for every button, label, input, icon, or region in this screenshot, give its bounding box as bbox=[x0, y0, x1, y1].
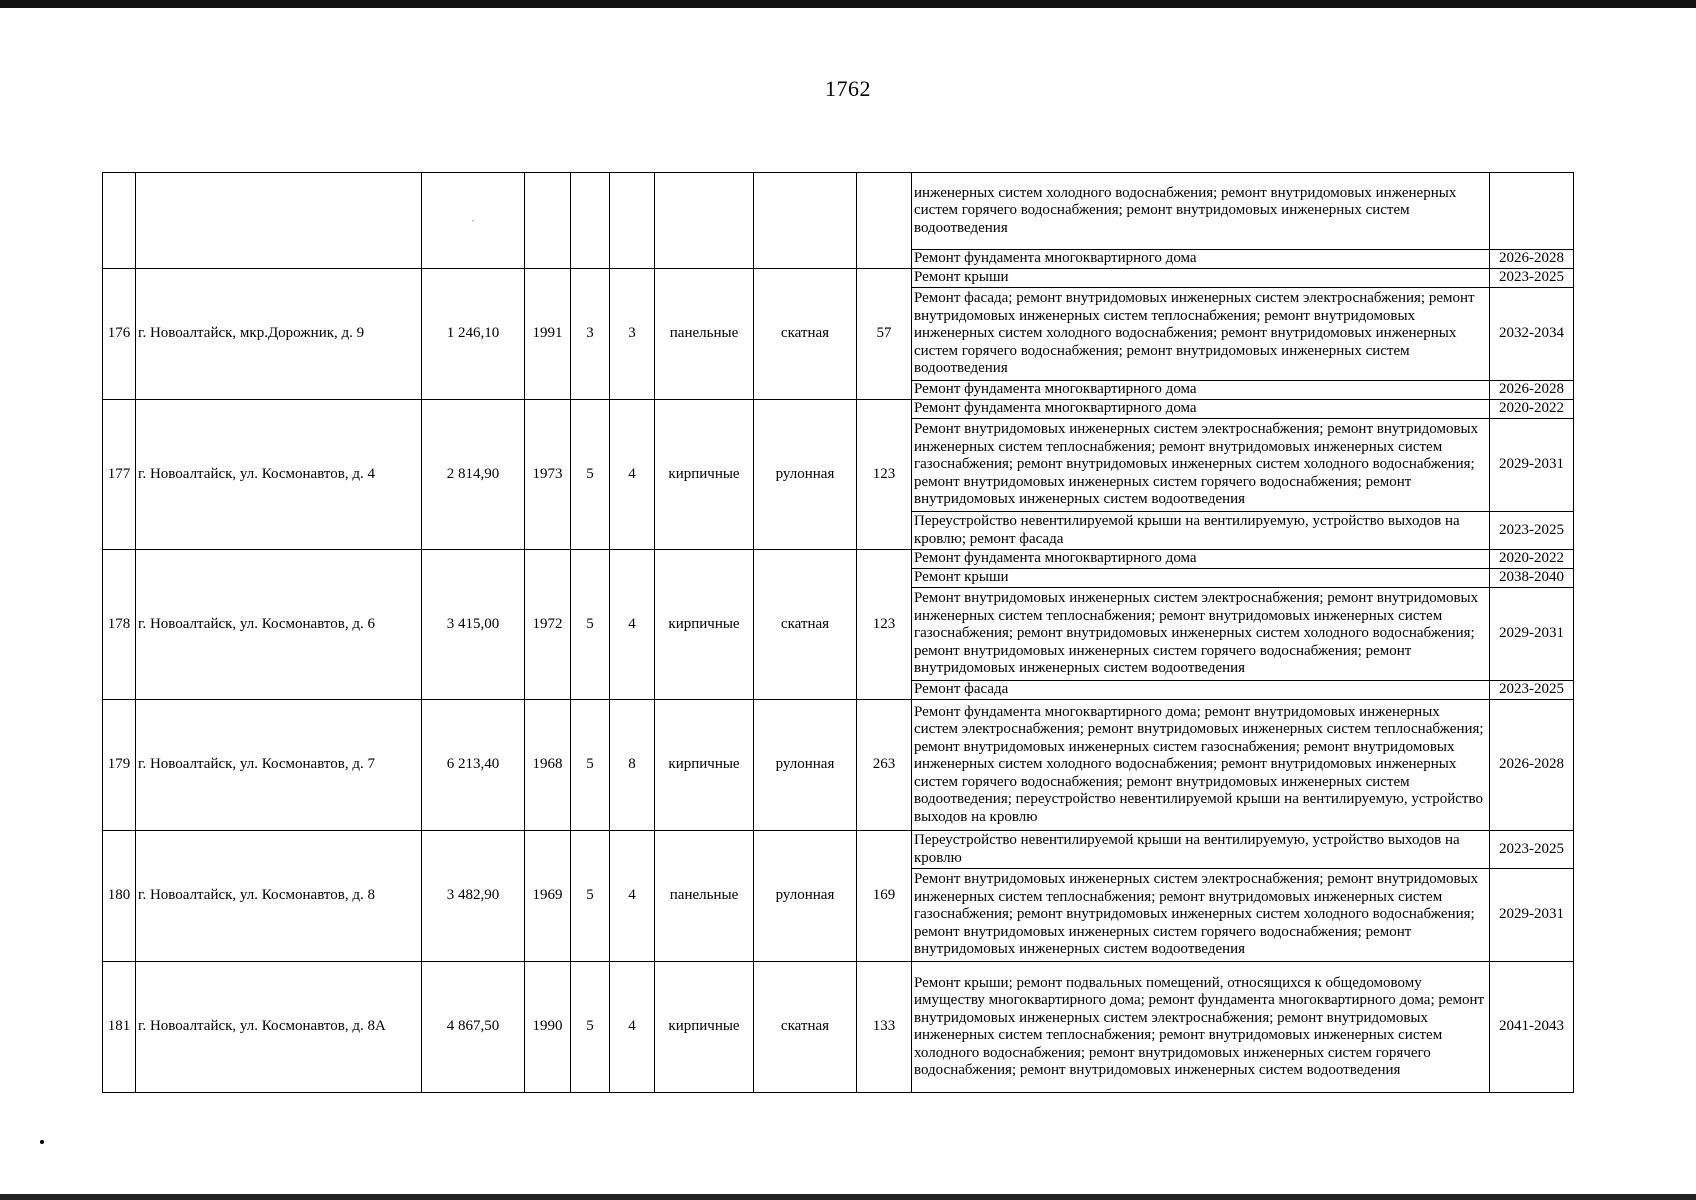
address-cell: г. Новоалтайск, ул. Космонавтов, д. 8А bbox=[136, 962, 422, 1093]
row-number: 181 bbox=[103, 962, 136, 1093]
entrances-cell: 3 bbox=[610, 269, 655, 400]
roof-type-cell: скатная bbox=[754, 550, 857, 700]
work-description: Ремонт крыши bbox=[912, 569, 1490, 588]
work-description: Ремонт внутридомовых инженерных систем электроснабжения; ремонт внутридомовых инженерных систем теплоснабжения; ремонт внутридомовых инженерных систем газоснабжения; ремонт внутридомовых инженерных систем холодного водоснабжения; ремонт внутридомовых инженерных систем горячего водоснабжения; ремонт внутридомовых инженерных систем водоотведения bbox=[912, 419, 1490, 512]
area-cell: 2 814,90 bbox=[422, 400, 525, 550]
year-cell: 1990 bbox=[525, 962, 571, 1093]
work-description: Ремонт крыши bbox=[912, 269, 1490, 288]
work-years: 2038-2040 bbox=[1490, 569, 1574, 588]
work-years: 2020-2022 bbox=[1490, 550, 1574, 569]
address-cell: г. Новоалтайск, мкр.Дорожник, д. 9 bbox=[136, 269, 422, 400]
roof-type-cell: рулонная bbox=[754, 831, 857, 962]
wall-material-cell: кирпичные bbox=[655, 400, 754, 550]
work-years: 2023-2025 bbox=[1490, 681, 1574, 700]
floors-cell: 5 bbox=[571, 700, 610, 831]
residents-cell: 123 bbox=[857, 400, 912, 550]
residents-cell: 133 bbox=[857, 962, 912, 1093]
table-row bbox=[103, 400, 1574, 419]
table-row bbox=[103, 550, 1574, 569]
work-years: 2029-2031 bbox=[1490, 419, 1574, 512]
work-years bbox=[1490, 173, 1574, 250]
work-description: Ремонт крыши; ремонт подвальных помещений, относящихся к общедомовому имуществу многоквартирного дома; ремонт фундамента многоквартирного дома; ремонт внутридомовых инженерных систем электроснабжения; ремонт внутридомовых инженерных систем теплоснабжения; ремонт внутридомовых инженерных систем холодного водоснабжения; ремонт внутридомовых инженерных систем горячего водоснабжения; ремонт внутридомовых инженерных систем водоотведения bbox=[912, 962, 1490, 1093]
residents-cell: 263 bbox=[857, 700, 912, 831]
work-description: Ремонт фасада; ремонт внутридомовых инженерных систем электроснабжения; ремонт внутридомовых инженерных систем теплоснабжения; ремонт внутридомовых инженерных систем холодного водоснабжения; ремонт внутридомовых инженерных систем горячего водоснабжения; ремонт внутридомовых инженерных систем водоотведения bbox=[912, 288, 1490, 381]
row-number: 180 bbox=[103, 831, 136, 962]
row-number: 176 bbox=[103, 269, 136, 400]
area-cell: - bbox=[422, 173, 525, 269]
table-row bbox=[103, 269, 1574, 288]
roof-type-cell: скатная bbox=[754, 269, 857, 400]
floors-cell: 5 bbox=[571, 962, 610, 1093]
floors-cell: 5 bbox=[571, 550, 610, 700]
scan-speck bbox=[40, 1140, 44, 1144]
residents-cell: 57 bbox=[857, 269, 912, 400]
row-number: 178 bbox=[103, 550, 136, 700]
work-years: 2026-2028 bbox=[1490, 250, 1574, 269]
scan-border-bottom bbox=[0, 1194, 1696, 1200]
page-number: 1762 bbox=[825, 76, 871, 101]
work-years: 2029-2031 bbox=[1490, 869, 1574, 962]
work-years: 2029-2031 bbox=[1490, 588, 1574, 681]
floors-cell: 5 bbox=[571, 400, 610, 550]
work-years: 2020-2022 bbox=[1490, 400, 1574, 419]
residents-cell: 169 bbox=[857, 831, 912, 962]
work-description: Ремонт фундамента многоквартирного дома bbox=[912, 400, 1490, 419]
year-cell: 1972 bbox=[525, 550, 571, 700]
floors-cell: 3 bbox=[571, 269, 610, 400]
work-description: Переустройство невентилируемой крыши на вентилируемую, устройство выходов на кровлю; ремонт фасада bbox=[912, 512, 1490, 550]
work-years: 2026-2028 bbox=[1490, 381, 1574, 400]
work-years: 2023-2025 bbox=[1490, 512, 1574, 550]
work-description: Переустройство невентилируемой крыши на вентилируемую, устройство выходов на кровлю bbox=[912, 831, 1490, 869]
work-description: Ремонт фундамента многоквартирного дома bbox=[912, 250, 1490, 269]
wall-material-cell: кирпичные bbox=[655, 550, 754, 700]
row-number: 179 bbox=[103, 700, 136, 831]
wall-material-cell: панельные bbox=[655, 269, 754, 400]
scan-border-top bbox=[0, 0, 1696, 8]
entrances-cell: 4 bbox=[610, 550, 655, 700]
wall-material-cell: кирпичные bbox=[655, 962, 754, 1093]
entrances-cell: 4 bbox=[610, 831, 655, 962]
table-row-continuation bbox=[103, 173, 1574, 250]
roof-type-cell: рулонная bbox=[754, 400, 857, 550]
work-years: 2041-2043 bbox=[1490, 962, 1574, 1093]
work-years: 2023-2025 bbox=[1490, 831, 1574, 869]
area-cell: 6 213,40 bbox=[422, 700, 525, 831]
row-number: 177 bbox=[103, 400, 136, 550]
wall-material-cell: панельные bbox=[655, 831, 754, 962]
floors-cell: 5 bbox=[571, 831, 610, 962]
area-cell: 3 482,90 bbox=[422, 831, 525, 962]
work-description: Ремонт внутридомовых инженерных систем электроснабжения; ремонт внутридомовых инженерных систем теплоснабжения; ремонт внутридомовых инженерных систем газоснабжения; ремонт внутридомовых инженерных систем холодного водоснабжения; ремонт внутридомовых инженерных систем горячего водоснабжения; ремонт внутридомовых инженерных систем водоотведения bbox=[912, 588, 1490, 681]
address-cell: г. Новоалтайск, ул. Космонавтов, д. 7 bbox=[136, 700, 422, 831]
year-cell: 1973 bbox=[525, 400, 571, 550]
address-cell: г. Новоалтайск, ул. Космонавтов, д. 4 bbox=[136, 400, 422, 550]
table-row bbox=[103, 962, 1574, 1093]
entrances-cell: 4 bbox=[610, 962, 655, 1093]
wall-material-cell: кирпичные bbox=[655, 700, 754, 831]
entrances-cell: 4 bbox=[610, 400, 655, 550]
area-cell: 3 415,00 bbox=[422, 550, 525, 700]
work-description: инженерных систем холодного водоснабжения; ремонт внутридомовых инженерных систем горячего водоснабжения; ремонт внутридомовых инженерных систем водоотведения bbox=[912, 173, 1490, 250]
year-cell: 1969 bbox=[525, 831, 571, 962]
work-description: Ремонт фундамента многоквартирного дома; ремонт внутридомовых инженерных систем электроснабжения; ремонт внутридомовых инженерных систем теплоснабжения; ремонт внутридомовых инженерных систем газоснабжения; ремонт внутридомовых инженерных систем холодного водоснабжения; ремонт внутридомовых инженерных систем горячего водоснабжения; ремонт внутридомовых инженерных систем водоотведения; переустройство невентилируемой крыши на вентилируемую, устройство выходов на кровлю bbox=[912, 700, 1490, 831]
roof-type-cell: рулонная bbox=[754, 700, 857, 831]
work-description: Ремонт фундамента многоквартирного дома bbox=[912, 550, 1490, 569]
area-cell: 4 867,50 bbox=[422, 962, 525, 1093]
work-years: 2026-2028 bbox=[1490, 700, 1574, 831]
work-description: Ремонт фундамента многоквартирного дома bbox=[912, 381, 1490, 400]
year-cell: 1968 bbox=[525, 700, 571, 831]
entrances-cell: 8 bbox=[610, 700, 655, 831]
year-cell: 1991 bbox=[525, 269, 571, 400]
table-row bbox=[103, 831, 1574, 869]
address-cell: г. Новоалтайск, ул. Космонавтов, д. 8 bbox=[136, 831, 422, 962]
area-cell: 1 246,10 bbox=[422, 269, 525, 400]
residents-cell: 123 bbox=[857, 550, 912, 700]
roof-type-cell: скатная bbox=[754, 962, 857, 1093]
work-description: Ремонт внутридомовых инженерных систем электроснабжения; ремонт внутридомовых инженерных систем теплоснабжения; ремонт внутридомовых инженерных систем газоснабжения; ремонт внутридомовых инженерных систем холодного водоснабжения; ремонт внутридомовых инженерных систем горячего водоснабжения; ремонт внутридомовых инженерных систем водоотведения bbox=[912, 869, 1490, 962]
table-row bbox=[103, 700, 1574, 831]
work-years: 2023-2025 bbox=[1490, 269, 1574, 288]
work-years: 2032-2034 bbox=[1490, 288, 1574, 381]
address-cell: г. Новоалтайск, ул. Космонавтов, д. 6 bbox=[136, 550, 422, 700]
housing-repair-table bbox=[102, 172, 1574, 1093]
work-description: Ремонт фасада bbox=[912, 681, 1490, 700]
